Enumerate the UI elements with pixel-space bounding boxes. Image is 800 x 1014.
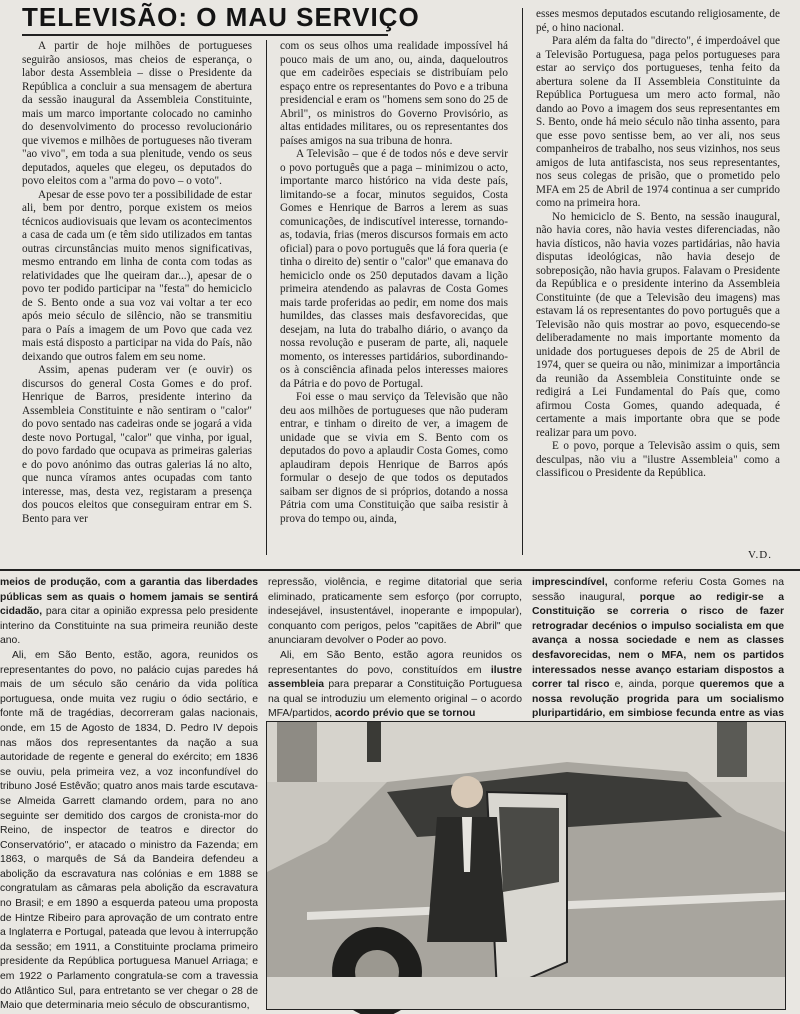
column-divider <box>522 8 523 555</box>
photo-scene <box>267 722 785 1009</box>
lower-col2-paragraph: repressão, violência, e regime ditatorial que seria eliminado, praticamente sem esforço (por corrupto, indesejável, insustentável, inoperante e impopular), conquanto com perigos, pelos "capitães de Abril" que anunciaram devolver o Poder ao povo. <box>268 577 522 647</box>
lower-lead-text: para citar a opinião expressa pelo presidente interino da Constituinte na sua primeira reunião deste ano. <box>0 606 258 647</box>
lower-col3-bold: porque ao redigir-se a Constituição se correria o risco de fazer retrogradar decénios o impulso socialista em que avança a nossa sociedade e nem as classes desfavorecidas, nem o MFA, nem os partidos interessados nesse avanço estariam dispostos a correr tal risco <box>532 591 784 691</box>
lower-col3-text: conforme referiu Costa Gomes na sessão inaugural, <box>532 577 784 603</box>
lower-col1-paragraph: Ali, em São Bento, estão, agora, reunidos os representantes do povo, no palácio cujas paredes há mais de um século são cenário da vida política portuguesa, onde muita vez rugiu o ódio sectário, e fonte mã de tragédias, decorreram galas nacionais, onde, em 15 de Agosto de 1834, D. Pedro IV depois nas mãos dos representantes da nação a sua autoridade de regente e general do exército; em 1836 se ouviu, pela primeira vez, a voz inconfundível do tribuno José Estêvão; quatro anos mais tarde escutava-se Almeida Garrett clamando ordem, para no ano seguinte ser demitido dos cargos de cronista-mor do Reino, de inspector de teatros e director do Conservatório", er atacado o ministro da Fazenda; em 1863, o marquês de Sá da Bandeira defendeu a abolição da escravatura nas colónias e em 1888 se congratulam as câmaras pela abolição da escravatura no Brasil; e em 1890 a esquerda pateou uma proposta de Hintze Ribeiro para aprovação de um contrato entre a Inglaterra e Portugal, pateada que levou à interrupção da sessão; em 1911, a Constituinte proclama primeiro presidente da República portuguesa Manuel Arriaga; e em 1922 o Parlamento congratula-se com a travessia do Atlântico Sul, para entretanto se ver chegar o 28 de Maio que determinaria meio século de obscurantismo, <box>0 649 258 1012</box>
lower-col2-text: Ali, em São Bento, estão agora reunidos os representantes do povo, constituídos em <box>268 649 522 676</box>
lower-col3-text: e, ainda, porque <box>609 679 700 691</box>
lower-col2-bold: acordo prévio que se tornou <box>335 708 476 720</box>
title-underline <box>22 34 388 36</box>
col2-paragraph: com os seus olhos uma realidade impossível há pouco mais de um ano, ou, ainda, daqueloutros que em cadeirões especiais se distribuíam pelo espaço entre os representantes do Povo e a tribuna presidencial e eram os "homens sem sono do 25 de Abril", os ministros do Governo Provisório, as altas entidades militares, ou os representantes dos países amigos na sua tribuna de honra. <box>280 40 508 147</box>
col3-paragraph: esses mesmos deputados escutando religiosamente, de pé, o hino nacional. <box>536 8 780 34</box>
col3-paragraph: No hemiciclo de S. Bento, na sessão inaugural, não havia cores, não havia vestes diferenciadas, não havia dísticos, não havia vozes partidárias, não havia disputas ideológicas, não havia desejo de sobreposição, não havia grupos. Falavam o Presidente da República e o presidente interino da Assembleia Constituinte (de que a Televisão deu imagens) mas estavam lá os representantes do povo português que a Televisão não quis mostrar ao povo, esquecendo-se deliberadamente no mais importante momento da unidade dos portugueses depois de 25 de Abril de 1974, quer se queira ou não, minimizar a importância da reunião da Assembleia Constituinte onde se redigirá a Lei Fundamental do País que, como afirmou Costa Gomes, quando adequada, é certamente a mais importante obra que se pode realizar para um povo. <box>536 210 780 439</box>
col2-paragraph: Foi esse o mau serviço da Televisão que não deu aos milhões de portugueses que não puderam entrar, e tinham o direito de ver, a imagem de unidade que se vivia em S. Bento com os deputados do povo a aplaudir Costa Gomes, como aplaudiram depois Henrique de Barros após formular o desejo de que todos os deputados saibam ser dignos de si próprios, dotando a nossa Pátria com uma Constituição que saiba resistir à prova do tempo ou, ainda, <box>280 391 508 525</box>
col1-paragraph: Apesar de esse povo ter a possibilidade de estar ali, bem por dentro, porque existem os meios técnicos audiovisuais que levam os acontecimentos a casa de cada um (e têm sido utilizados em tantas outras circunstâncias muito menos significativas, mesmo entrando em linha de conta com todas as relatividades que lhe queiram dar...), apesar de o povo ter podido participar na "festa" do hemiciclo de S. Bento onde a sua voz vai voltar a ter eco após meio século de silêncio, não se transmitiu para o País a imagem de um Povo que cada vez mais está disposto a participar na vida do País, não deixando que outros falem em seu nome. <box>22 188 252 363</box>
lower-column-2 <box>268 576 522 720</box>
upper-column-3 <box>536 8 780 538</box>
col3-paragraph: Para além da falta do "directo", é imperdoável que a Televisão Portuguesa, paga pelos portugueses para estar ao serviço dos portugueses, tenha feito da abertura solene da II Assembleia Constituinte da República Portuguesa um mero acto formal, não dando ao Povo a imagem dos seus representantes em S. Bento, onde há meio século não tinha assento, para que esse povo sentisse bem, ao ver ali, nos seus companheiros de trabalho, nos seus vizinhos, nos seus amigos de luta antifascista, nos seus representantes, nos seus colegas de prisão, que o prometido pelo MFA em 25 de Abril de 1974 continua a ser cumprido como na primeira hora. <box>536 35 780 209</box>
column-divider <box>266 40 267 555</box>
col2-paragraph: A Televisão – que é de todos nós e deve servir o povo português que a paga – minimizou o acto, importante marco histórico na vida deste país, limitando-se a focar, minutos seguidos, Costa Gomes e Henrique de Barros a lerem as suas comunicações, de indiscutível interesse, tornando-as, todavia, frias (meros discursos formais em acto oficial) para o povo português que lá fora queria (e tinha o direito de) sentir o "calor" que emanava do hemiciclo onde os 250 deputados davam a lição primeira atendendo as palavras de Costa Gomes mais tarde proferidas ao pedir, em nome dos mais humildes, das classes mais desfavorecidas, que desejam, na luta do trabalho diário, o avanço da nossa revolução e puseram de parte, ali, naquele momento, os interesses partidários, subordinando-os à consciência afinada pelos interesses maiores da Pátria e do povo de Portugal. <box>280 148 508 390</box>
upper-column-1 <box>22 40 252 560</box>
news-photograph <box>266 721 786 1010</box>
lower-column-1 <box>0 576 258 1012</box>
upper-column-2 <box>280 40 508 560</box>
lower-col2-bold: ilustre assembleia <box>268 664 522 691</box>
lower-column-3 <box>532 576 784 718</box>
col3-paragraph: E o povo, porque a Televisão assim o quis, sem desculpas, não viu a "ilustre Assembleia" como a classificou o Presidente da República. <box>536 440 780 479</box>
lower-lead-bold-2: cidadão, <box>0 606 43 618</box>
col1-paragraph: Assim, apenas puderam ver (e ouvir) os discursos do general Costa Gomes e do prof. Henrique de Barros, presidente interino da Assembleia Constituinte e não sentiram o "calor" do povo sentado nas cadeiras onde se jogará a vida deste novo Portugal, "calor" que vinha, por igual, do povo fardado que ocupava as primeiras galerias e do povo anónimo das outras galerias lá no alto, que nunca víramos antes ocupadas com tanto interesse, mas, desta vez, registaram a presença dos poucos eleitos que conseguiram entrar em S. Bento para ver <box>22 364 252 525</box>
section-rule <box>0 569 800 571</box>
lower-col3-bold: imprescindível, <box>532 577 608 588</box>
col1-paragraph: A partir de hoje milhões de portugueses seguirão ansiosos, mas cheios de esperança, o labor desta Assembleia – disse o Presidente da República a concluir a sua mensagem de abertura da sessão inaugural da Assembleia Constituinte, mais um marco importante colocado no caminho do desenvolvimento do processo revolucionário que vivemos e milhões de portugueses não tiveram "ao vivo", em toda a sua plenitude, vendo os seus deputados, aqueles que elegeu, os deputados do povo eleitos com a "arma do povo – o voto". <box>22 40 252 187</box>
lower-col2-text: para preparar a Constituição Portuguesa na qual se introduziu um elemento original – o acordo MFA/partidos, <box>268 679 522 720</box>
article-title: TELEVISÃO: O MAU SERVIÇO <box>22 2 420 32</box>
lower-col3-bold: queremos que a nossa revolução progrida para um socialismo pluripartidário, em simbiose fecunda entre as vias <box>532 679 784 720</box>
author-signature: V.D. <box>748 549 772 561</box>
lower-lead-bold: meios de produção, com a garantia das liberdades públicas sem as quais o homem jamais se sentirá <box>0 577 258 603</box>
